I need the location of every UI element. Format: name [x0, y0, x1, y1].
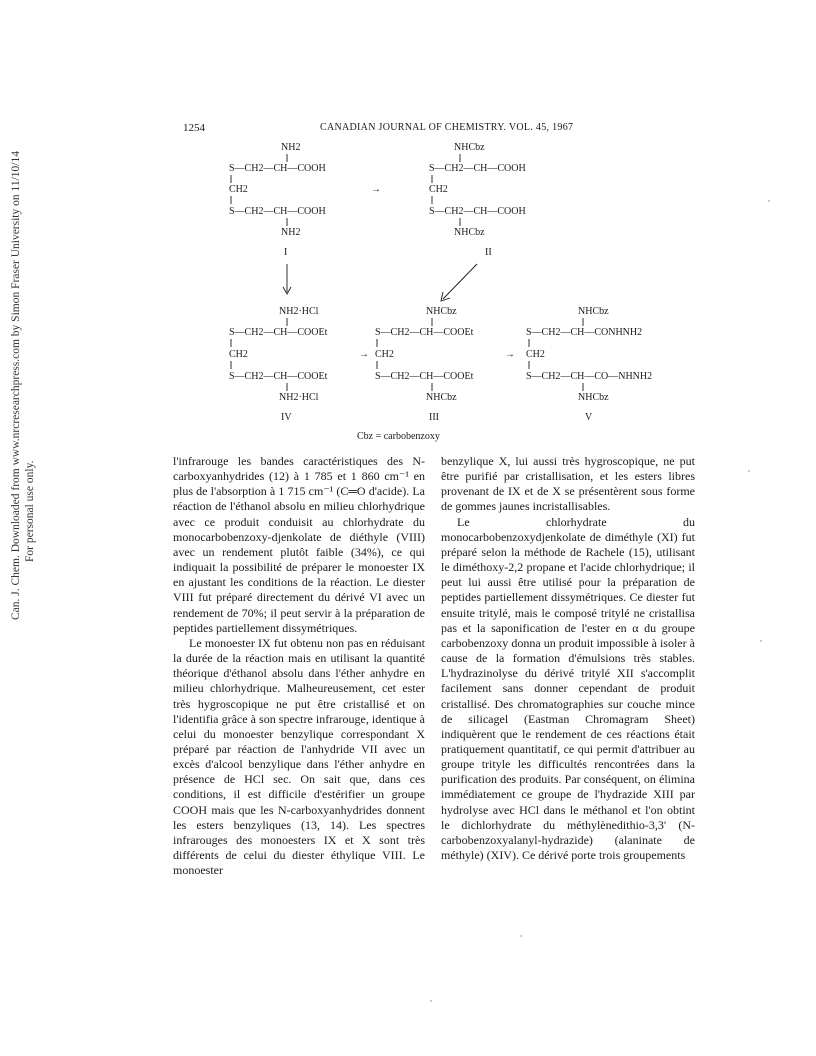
compound-IV-row2: S—CH2—CH—COOEt	[229, 371, 328, 382]
compound-V-row2: S—CH2—CH—CO—NHNH2	[526, 371, 653, 382]
arrow-III-to-V: →	[505, 349, 515, 360]
compound-V-label: V	[585, 412, 593, 423]
compound-III	[375, 306, 474, 423]
compound-II-row2: S—CH2—CH—COOH	[429, 206, 526, 217]
body-column-left	[173, 454, 425, 878]
compound-III-bottom-group: NHCbz	[426, 392, 457, 403]
reaction-scheme	[183, 136, 653, 442]
paragraph: benzylique X, lui aussi très hygroscopique, ne put être purifié par cristallisation, et les esters libres provenant de IX et de X se présentèrent sous forme de gommes jaunes incristallisables.	[441, 454, 695, 514]
page-number: 1254	[183, 122, 205, 134]
paragraph: Le monoester IX fut obtenu non pas en réduisant la durée de la réaction mais en utilisant la quantité théorique d'éthanol absolu dans l'éther anhydre en milieu chlorhydrique. Malheureusement, cet ester très hygroscopique ne put être cristallisé et on l'identifia grâce à son spectre infrarouge, identique à celui du monoester benzylique correspondant X préparé par réaction de l'anhydride VII avec un excès d'alcool benzylique dans l'éther anhydre en présence de HCl sec. On sait que, dans ces conditions, il est difficile d'estérifier un groupe COOH mais que les N-carboxyanhydrides donnent les esters benzyliques (13, 14). Les spectres infrarouges des monoesters IX et X sont très différents de celui du diester éthylique VIII. Le monoester	[173, 635, 425, 878]
compound-II-bottom-group: NHCbz	[454, 227, 485, 238]
compound-V-middle: CH2	[526, 349, 545, 360]
download-watermark	[8, 151, 48, 620]
arrow-I-to-IV	[283, 264, 291, 294]
watermark-line-1: Can. J. Chem. Downloaded from www.nrcresearchpress.com by Simon Fraser University on 11/10/14	[10, 151, 22, 620]
watermark-line-2: For personal use only.	[24, 460, 36, 562]
arrow-IV-to-III: →	[359, 349, 369, 360]
compound-II-middle: CH2	[429, 184, 448, 195]
compound-III-top-group: NHCbz	[426, 306, 457, 317]
compound-I-top-group: NH2	[281, 142, 301, 153]
compound-II-label: II	[485, 247, 492, 258]
compound-V-top-group: NHCbz	[578, 306, 609, 317]
compound-III-middle: CH2	[375, 349, 394, 360]
compound-V	[526, 306, 652, 423]
compound-I-row2: S—CH2—CH—COOH	[229, 206, 326, 217]
compound-IV-top-group: NH2·HCl	[279, 306, 319, 317]
running-header: CANADIAN JOURNAL OF CHEMISTRY. VOL. 45, 1967	[320, 122, 574, 133]
paragraph: l'infrarouge les bandes caractéristiques des N-carboxyanhydrides (12) à 1 785 et 1 860 cm⁻¹ en plus de l'absorption à 1 715 cm⁻¹ (C═O d'acide). La réaction de l'éthanol absolu en milieu chlorhydrique avec ce produit conduisit au chlorhydrate du monocarbobenzoxy-djenkolate de diéthyle (VIII) avec un rendement plutôt faible (34%), ce qui indiquait la possibilité de préparer le monoester IX en ajustant les conditions de la réaction. Le diester VIII fut préparé directement du dérivé VI avec un rendement de 70%; il peut servir à la préparation de peptides partiellement dissymétriques.	[173, 454, 425, 635]
compound-II-row1: S—CH2—CH—COOH	[429, 163, 526, 174]
compound-I	[229, 142, 326, 258]
compound-V-bottom-group: NHCbz	[578, 392, 609, 403]
paragraph: Le chlorhydrate du monocarbobenzoxydjenkolate de diméthyle (XI) fut préparé selon la méthode de Rachele (15), utilisant le diméthoxy-2,2 propane et l'acide chlorhydrique; il peut lui aussi être utilisé pour la préparation de peptides partiellement dissymétriques. Ce diester fut ensuite tritylé, mais le composé tritylé ne cristallisa pas et la saponification de l'ester en α du groupe carbobenzoxy donna un produit impossible à isoler à cause de la formation d'émulsions très stables. L'hydrazinolyse du dérivé tritylé XII s'accomplit facilement sans donner cependant de produit cristallisé. Des chromatographies sur couche mince de silicagel (Eastman Chromagram Sheet) indiquèrent que le rendement de ces réactions était pratiquement quantitatif, ce qui permit d'attribuer au groupe trityle les difficultés rencontrées dans la purification des produits. Par conséquent, on élimina immédiatement ce groupe de l'hydrazide XIII par hydrolyse avec HCl dans le méthanol et l'on obtint le dichlorhydrate du méthylènedithio-3,3′ (N-carbobenzoxyalanyl-hydrazide) (alaninate de méthyle) (XIV). Ce dérivé porte trois groupements	[441, 514, 695, 863]
scheme-legend: Cbz = carbobenzoxy	[357, 431, 440, 442]
compound-I-label: I	[284, 247, 288, 258]
compound-IV	[229, 306, 328, 423]
compound-II	[429, 142, 526, 258]
compound-III-label: III	[429, 412, 439, 423]
arrow-I-to-II: →	[371, 184, 381, 195]
compound-V-row1: S—CH2—CH—CONHNH2	[526, 327, 643, 338]
compound-I-middle: CH2	[229, 184, 248, 195]
compound-IV-label: IV	[281, 412, 292, 423]
compound-IV-row1: S—CH2—CH—COOEt	[229, 327, 328, 338]
arrow-II-to-III	[441, 264, 477, 301]
compound-I-bottom-group: NH2	[281, 227, 301, 238]
compound-III-row2: S—CH2—CH—COOEt	[375, 371, 474, 382]
compound-IV-bottom-group: NH2·HCl	[279, 392, 319, 403]
compound-III-row1: S—CH2—CH—COOEt	[375, 327, 474, 338]
body-column-right	[441, 454, 695, 863]
compound-IV-middle: CH2	[229, 349, 248, 360]
compound-II-top-group: NHCbz	[454, 142, 485, 153]
compound-I-row1: S—CH2—CH—COOH	[229, 163, 326, 174]
